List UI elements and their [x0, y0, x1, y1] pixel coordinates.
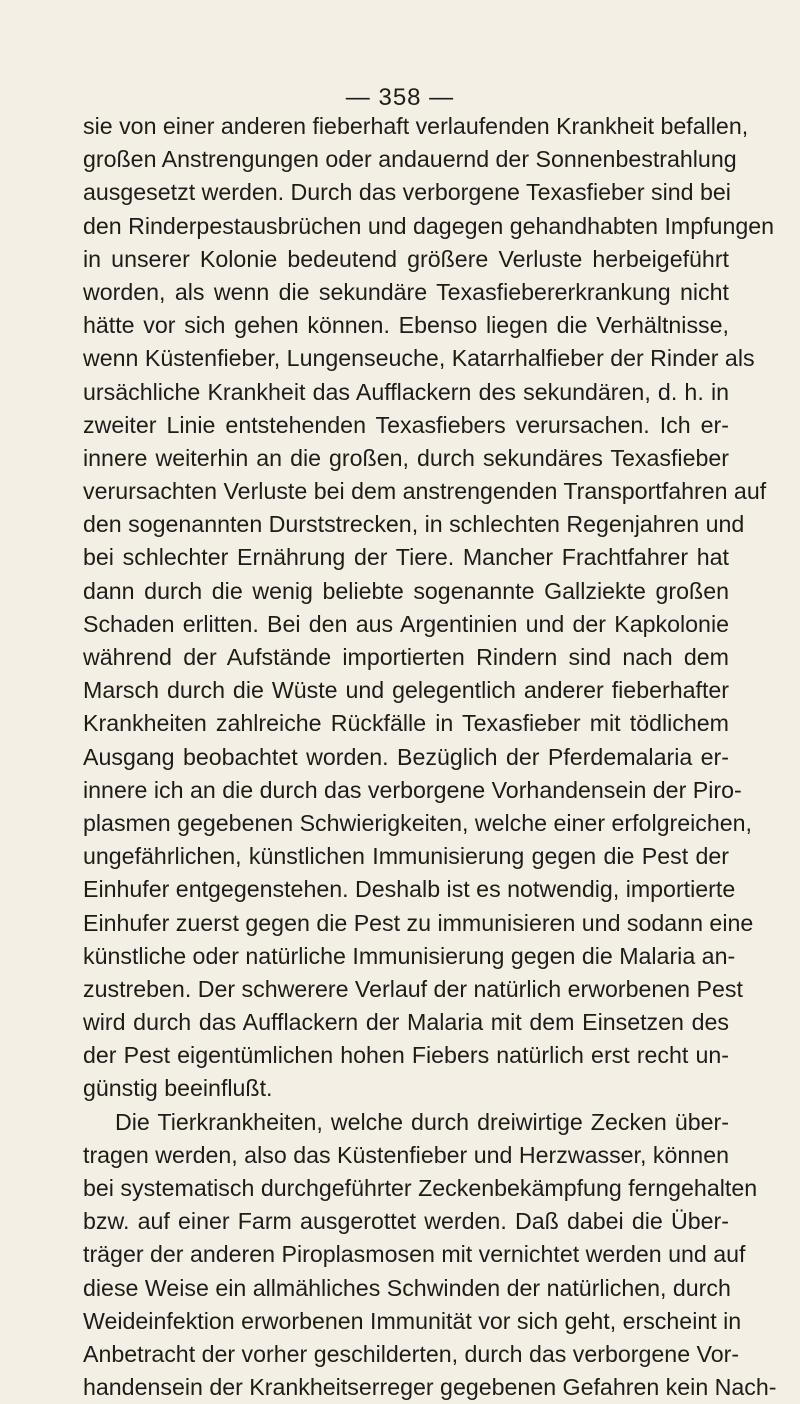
text-line: Krankheiten zahlreiche Rückfälle in Texasfieber mit tödlichem [83, 710, 729, 737]
text-line: Einhufer entgegenstehen. Deshalb ist es notwendig, importierte [83, 876, 736, 903]
text-line: bzw. auf einer Farm ausgerottet werden. Daß dabei die Über- [83, 1208, 729, 1235]
text-line: zweiter Linie entstehenden Texasfiebers verursachen. Ich er- [83, 411, 729, 438]
page-number: — 358 — [345, 84, 455, 111]
paragraph-start-line: Die Tierkrankheiten, welche durch dreiwirtige Zecken über- [115, 1108, 729, 1135]
text-line: den Rinderpestausbrüchen und dagegen gehandhabten Impfungen [83, 212, 775, 239]
text-line: verursachten Verluste bei dem anstrengenden Transportfahren auf [83, 478, 767, 505]
text-line: den sogenannten Durststrecken, in schlechten Regenjahren und [83, 511, 745, 538]
text-line: bei schlechter Ernährung der Tiere. Mancher Frachtfahrer hat [83, 544, 729, 571]
text-line: wird durch das Aufflackern der Malaria mit dem Einsetzen des [83, 1009, 729, 1036]
body-text [83, 110, 777, 1404]
text-line: worden, als wenn die sekundäre Texasfiebererkrankung nicht [83, 278, 729, 305]
text-line: künstliche oder natürliche Immunisierung gegen die Malaria an- [83, 942, 736, 969]
text-line: dann durch die wenig beliebte sogenannte Gallziekte großen [83, 577, 729, 604]
text-line: bei systematisch durchgeführter Zeckenbekämpfung ferngehalten [83, 1175, 758, 1201]
paragraph-end-line: günstig beeinflußt. [83, 1075, 273, 1102]
text-line: handensein der Krankheitserreger gegebenen Gefahren kein Nach- [83, 1374, 777, 1401]
text-line: großen Anstrengungen oder andauernd der Sonnenbestrahlung [83, 146, 737, 173]
text-line: der Pest eigentümlichen hohen Fiebers natürlich erst recht un- [83, 1042, 729, 1069]
text-line: Ausgang beobachtet worden. Bezüglich der Pferdemalaria er- [83, 743, 729, 770]
text-line: in unserer Kolonie bedeutend größere Verluste herbeigeführt [83, 245, 729, 272]
text-line: innere ich an die durch das verborgene Vorhandensein der Piro- [83, 776, 742, 803]
text-line: zustreben. Der schwerere Verlauf der natürlich erworbenen Pest [83, 975, 743, 1002]
text-line: hätte vor sich gehen können. Ebenso liegen die Verhältnisse, [83, 312, 729, 339]
text-line: Einhufer zuerst gegen die Pest zu immunisieren und sodann eine [83, 909, 754, 936]
text-line: Schaden erlitten. Bei den aus Argentinien und der Kapkolonie [83, 610, 729, 637]
text-line: Anbetracht der vorher geschilderten, durch das verborgene Vor- [83, 1340, 740, 1367]
text-line: ausgesetzt werden. Durch das verborgene Texasfieber sind bei [83, 179, 731, 206]
text-line: tragen werden, also das Küstenfieber und Herzwasser, können [83, 1141, 729, 1168]
text-line: sie von einer anderen fieberhaft verlaufenden Krankheit befallen, [83, 113, 749, 139]
text-line: Weideinfektion erworbenen Immunität vor sich geht, erscheint in [83, 1307, 742, 1334]
text-line: innere weiterhin an die großen, durch sekundäres Texasfieber [83, 444, 729, 471]
text-line: ungefährlichen, künstlichen Immunisierung gegen die Pest der [83, 843, 729, 870]
text-line: plasmen gegebenen Schwierigkeiten, welche einer erfolgreichen, [83, 809, 752, 836]
text-line: wenn Küstenfieber, Lungenseuche, Katarrhalfieber der Rinder als [83, 345, 755, 372]
text-line: träger der anderen Piroplasmosen mit vernichtet werden und auf [83, 1241, 746, 1268]
text-line: Marsch durch die Wüste und gelegentlich anderer fieberhafter [83, 677, 729, 704]
text-line: diese Weise ein allmähliches Schwinden der natürlichen, durch [83, 1274, 731, 1301]
text-line: während der Aufstände importierten Rindern sind nach dem [83, 644, 729, 670]
text-line: ursächliche Krankheit das Aufflackern des sekundären, d. h. in [83, 378, 729, 405]
